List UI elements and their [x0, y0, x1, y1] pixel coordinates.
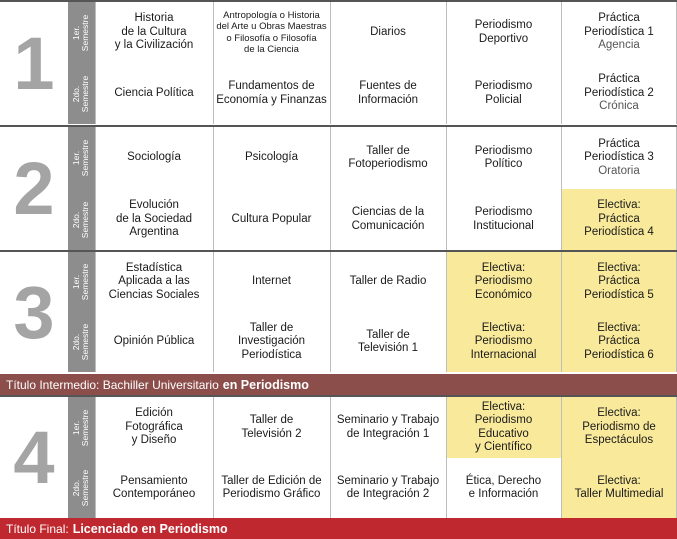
- course-name: [471, 322, 537, 363]
- course-name: [127, 151, 181, 165]
- course-name: [116, 199, 192, 240]
- course-name: [350, 275, 427, 289]
- course-cell: [446, 312, 561, 372]
- course-name: [114, 87, 193, 101]
- column-divider: [213, 397, 214, 518]
- course-cell: [213, 189, 330, 250]
- course-name: [475, 262, 533, 303]
- course-name: [582, 407, 656, 448]
- column-divider: [213, 127, 214, 250]
- course-cell: [213, 63, 330, 124]
- course-title: Taller de Investigación Periodística: [237, 321, 306, 361]
- course-title: Fuentes de Información: [357, 80, 419, 106]
- course-cell: [561, 458, 677, 518]
- semester-label-text: 2do. Semestre: [71, 75, 91, 112]
- course-title: Internet: [252, 275, 291, 288]
- column-divider: [330, 252, 331, 372]
- course-title: Historia de la Cultura y la Civilización: [114, 12, 194, 52]
- semester-label: [68, 252, 95, 312]
- course-name: [584, 322, 654, 363]
- course-cell: [561, 2, 677, 63]
- semester-label: [68, 2, 95, 63]
- column-divider: [561, 252, 562, 372]
- course-cell: [446, 2, 561, 63]
- course-cell: [213, 127, 330, 189]
- course-name: [348, 145, 427, 172]
- course-title: Seminario y Trabajo de Integración 2: [336, 474, 440, 500]
- course-title: Práctica Periodística 1: [584, 12, 654, 38]
- column-divider: [561, 2, 562, 124]
- column-divider: [446, 2, 447, 124]
- course-title: Taller de Radio: [349, 275, 427, 288]
- course-title: Electiva: Periodismo de Espectáculos: [582, 407, 656, 447]
- course-subtitle: Agencia: [598, 39, 640, 52]
- course-title: Electiva: Periodismo Educativo y Científico: [474, 400, 533, 453]
- course-title: Edición Fotográfica y Diseño: [125, 407, 183, 447]
- column-divider: [95, 397, 96, 518]
- column-divider: [561, 127, 562, 250]
- course-title: Psicología: [244, 151, 299, 164]
- course-title: Fundamentos de Economía y Finanzas: [216, 80, 327, 106]
- semester-label: [68, 127, 95, 189]
- column-divider: [561, 397, 562, 518]
- course-name: [584, 199, 654, 240]
- course-name: [238, 322, 305, 363]
- course-title: Práctica Periodística 3: [584, 137, 654, 164]
- course-title: Electiva: Práctica Periodística 4: [584, 199, 654, 239]
- course-name: [216, 10, 326, 56]
- course-cell: [330, 2, 446, 63]
- course-title: Antropología o Historia del Arte u Obras Maestras o Filosofía o Filosofía de la Ciencia: [216, 9, 327, 55]
- course-title: Pensamiento Contemporáneo: [112, 474, 196, 500]
- semester-label: [68, 189, 95, 250]
- course-name: [113, 475, 195, 502]
- course-title: Opinión Pública: [113, 335, 195, 348]
- semester-label-text: 1er. Semestre: [71, 14, 91, 51]
- course-cell: [95, 397, 213, 458]
- semester-label-text: 1er. Semestre: [71, 263, 91, 301]
- course-name: [473, 206, 534, 233]
- course-title: Periodismo Político: [474, 144, 533, 170]
- column-divider: [330, 127, 331, 250]
- course-name: [114, 335, 195, 349]
- semester-label: [68, 63, 95, 124]
- course-title: Diarios: [370, 25, 406, 38]
- course-name: [125, 407, 183, 448]
- year-number: 2: [0, 127, 68, 250]
- course-name: [232, 213, 312, 227]
- course-cell: [561, 397, 677, 458]
- course-cell: [95, 312, 213, 372]
- course-title: Electiva: Taller Multimedial: [574, 474, 664, 500]
- semester-label-text: 2do. Semestre: [71, 469, 91, 507]
- column-divider: [95, 2, 96, 124]
- course-title: Periodismo Policial: [474, 80, 533, 106]
- column-divider: [446, 397, 447, 518]
- course-cell: [95, 189, 213, 250]
- column-divider: [95, 252, 96, 372]
- course-title: Periodismo Institucional: [473, 206, 534, 232]
- course-name: [466, 475, 541, 502]
- final-title-bar: [0, 518, 677, 539]
- title-label: Título Final:: [6, 521, 69, 536]
- course-title: Taller de Televisión 2: [241, 414, 302, 440]
- course-cell: [330, 63, 446, 124]
- course-subtitle: Oratoria: [598, 164, 640, 177]
- semester-label-text: 1er. Semestre: [71, 139, 91, 177]
- column-divider: [330, 397, 331, 518]
- course-title: Estadística Aplicada a las Ciencias Sociales: [108, 261, 200, 301]
- course-cell: [213, 397, 330, 458]
- course-name: [337, 414, 439, 441]
- course-cell: [446, 63, 561, 124]
- semester-label-text: 2do. Semestre: [71, 323, 91, 361]
- column-divider: [95, 127, 96, 250]
- course-name: [241, 414, 301, 441]
- year-number: 4: [0, 397, 68, 518]
- course-cell: [561, 63, 677, 124]
- course-title: Ciencia Política: [114, 86, 194, 99]
- course-name: [584, 12, 654, 53]
- course-name: [358, 80, 418, 107]
- course-name: [358, 329, 418, 356]
- course-cell: [95, 63, 213, 124]
- course-name: [109, 262, 200, 303]
- course-cell: [213, 458, 330, 518]
- course-cell: [446, 189, 561, 250]
- course-cell: [95, 127, 213, 189]
- column-divider: [213, 2, 214, 124]
- title-label: Título Intermedio: Bachiller Universitario: [6, 377, 219, 392]
- course-cell: [446, 397, 561, 458]
- course-cell: [330, 189, 446, 250]
- course-title: Electiva: Práctica Periodística 6: [584, 321, 654, 361]
- course-title: Práctica Periodística 2: [584, 73, 654, 99]
- course-title: Ciencias de la Comunicación: [351, 206, 425, 232]
- course-cell: [561, 127, 677, 189]
- column-divider: [213, 252, 214, 372]
- course-cell: [446, 127, 561, 189]
- course-cell: [330, 127, 446, 189]
- course-name: [352, 206, 425, 233]
- course-cell: [213, 252, 330, 312]
- course-cell: [95, 2, 213, 63]
- course-title: Electiva: Práctica Periodística 5: [584, 261, 654, 301]
- course-name: [337, 475, 439, 502]
- course-name: [252, 275, 291, 289]
- course-cell: [561, 189, 677, 250]
- course-cell: [330, 252, 446, 312]
- course-name: [449, 401, 558, 455]
- course-name: [245, 151, 298, 165]
- course-name: [216, 80, 327, 107]
- course-name: [475, 80, 533, 107]
- semester-label: [68, 397, 95, 458]
- column-divider: [446, 127, 447, 250]
- course-cell: [95, 252, 213, 312]
- course-name: [221, 475, 321, 502]
- column-divider: [330, 2, 331, 124]
- course-title: Evolución de la Sociedad Argentina: [115, 199, 193, 239]
- course-title: Taller de Televisión 1: [357, 328, 419, 354]
- course-title: Taller de Fotoperiodismo: [348, 144, 428, 170]
- course-subtitle: Crónica: [599, 100, 639, 113]
- course-cell: [330, 312, 446, 372]
- course-title: Ética, Derecho e Información: [465, 474, 542, 500]
- course-name: [475, 19, 533, 46]
- course-name: [370, 26, 406, 40]
- course-cell: [561, 312, 677, 372]
- course-cell: [446, 458, 561, 518]
- course-name: [584, 138, 654, 179]
- semester-label-text: 2do. Semestre: [71, 201, 91, 238]
- column-divider: [446, 252, 447, 372]
- course-name: [115, 12, 194, 53]
- course-cell: [330, 397, 446, 458]
- course-cell: [213, 2, 330, 63]
- course-cell: [213, 312, 330, 372]
- intermediate-title-bar: [0, 374, 677, 395]
- course-title: Seminario y Trabajo de Integración 1: [336, 414, 440, 440]
- course-title: Electiva: Periodismo Internacional: [470, 321, 537, 361]
- course-name: [584, 73, 654, 114]
- course-title: Periodismo Deportivo: [474, 19, 533, 45]
- course-title: Sociología: [127, 151, 181, 164]
- course-name: [575, 475, 664, 502]
- year-number: 3: [0, 252, 68, 372]
- course-title: Taller de Edición de Periodismo Gráfico: [221, 474, 322, 500]
- semester-label: [68, 458, 95, 518]
- semester-label: [68, 312, 95, 372]
- course-title: Electiva: Periodismo Económico: [474, 261, 533, 301]
- course-name: [584, 262, 654, 303]
- title-value: en Periodismo: [222, 377, 309, 392]
- course-title: Cultura Popular: [231, 212, 312, 225]
- course-name: [475, 145, 533, 172]
- course-cell: [446, 252, 561, 312]
- course-cell: [95, 458, 213, 518]
- title-value: Licenciado en Periodismo: [72, 521, 228, 536]
- course-cell: [330, 458, 446, 518]
- year-number: 1: [0, 2, 68, 124]
- course-cell: [561, 252, 677, 312]
- semester-label-text: 1er. Semestre: [71, 409, 91, 446]
